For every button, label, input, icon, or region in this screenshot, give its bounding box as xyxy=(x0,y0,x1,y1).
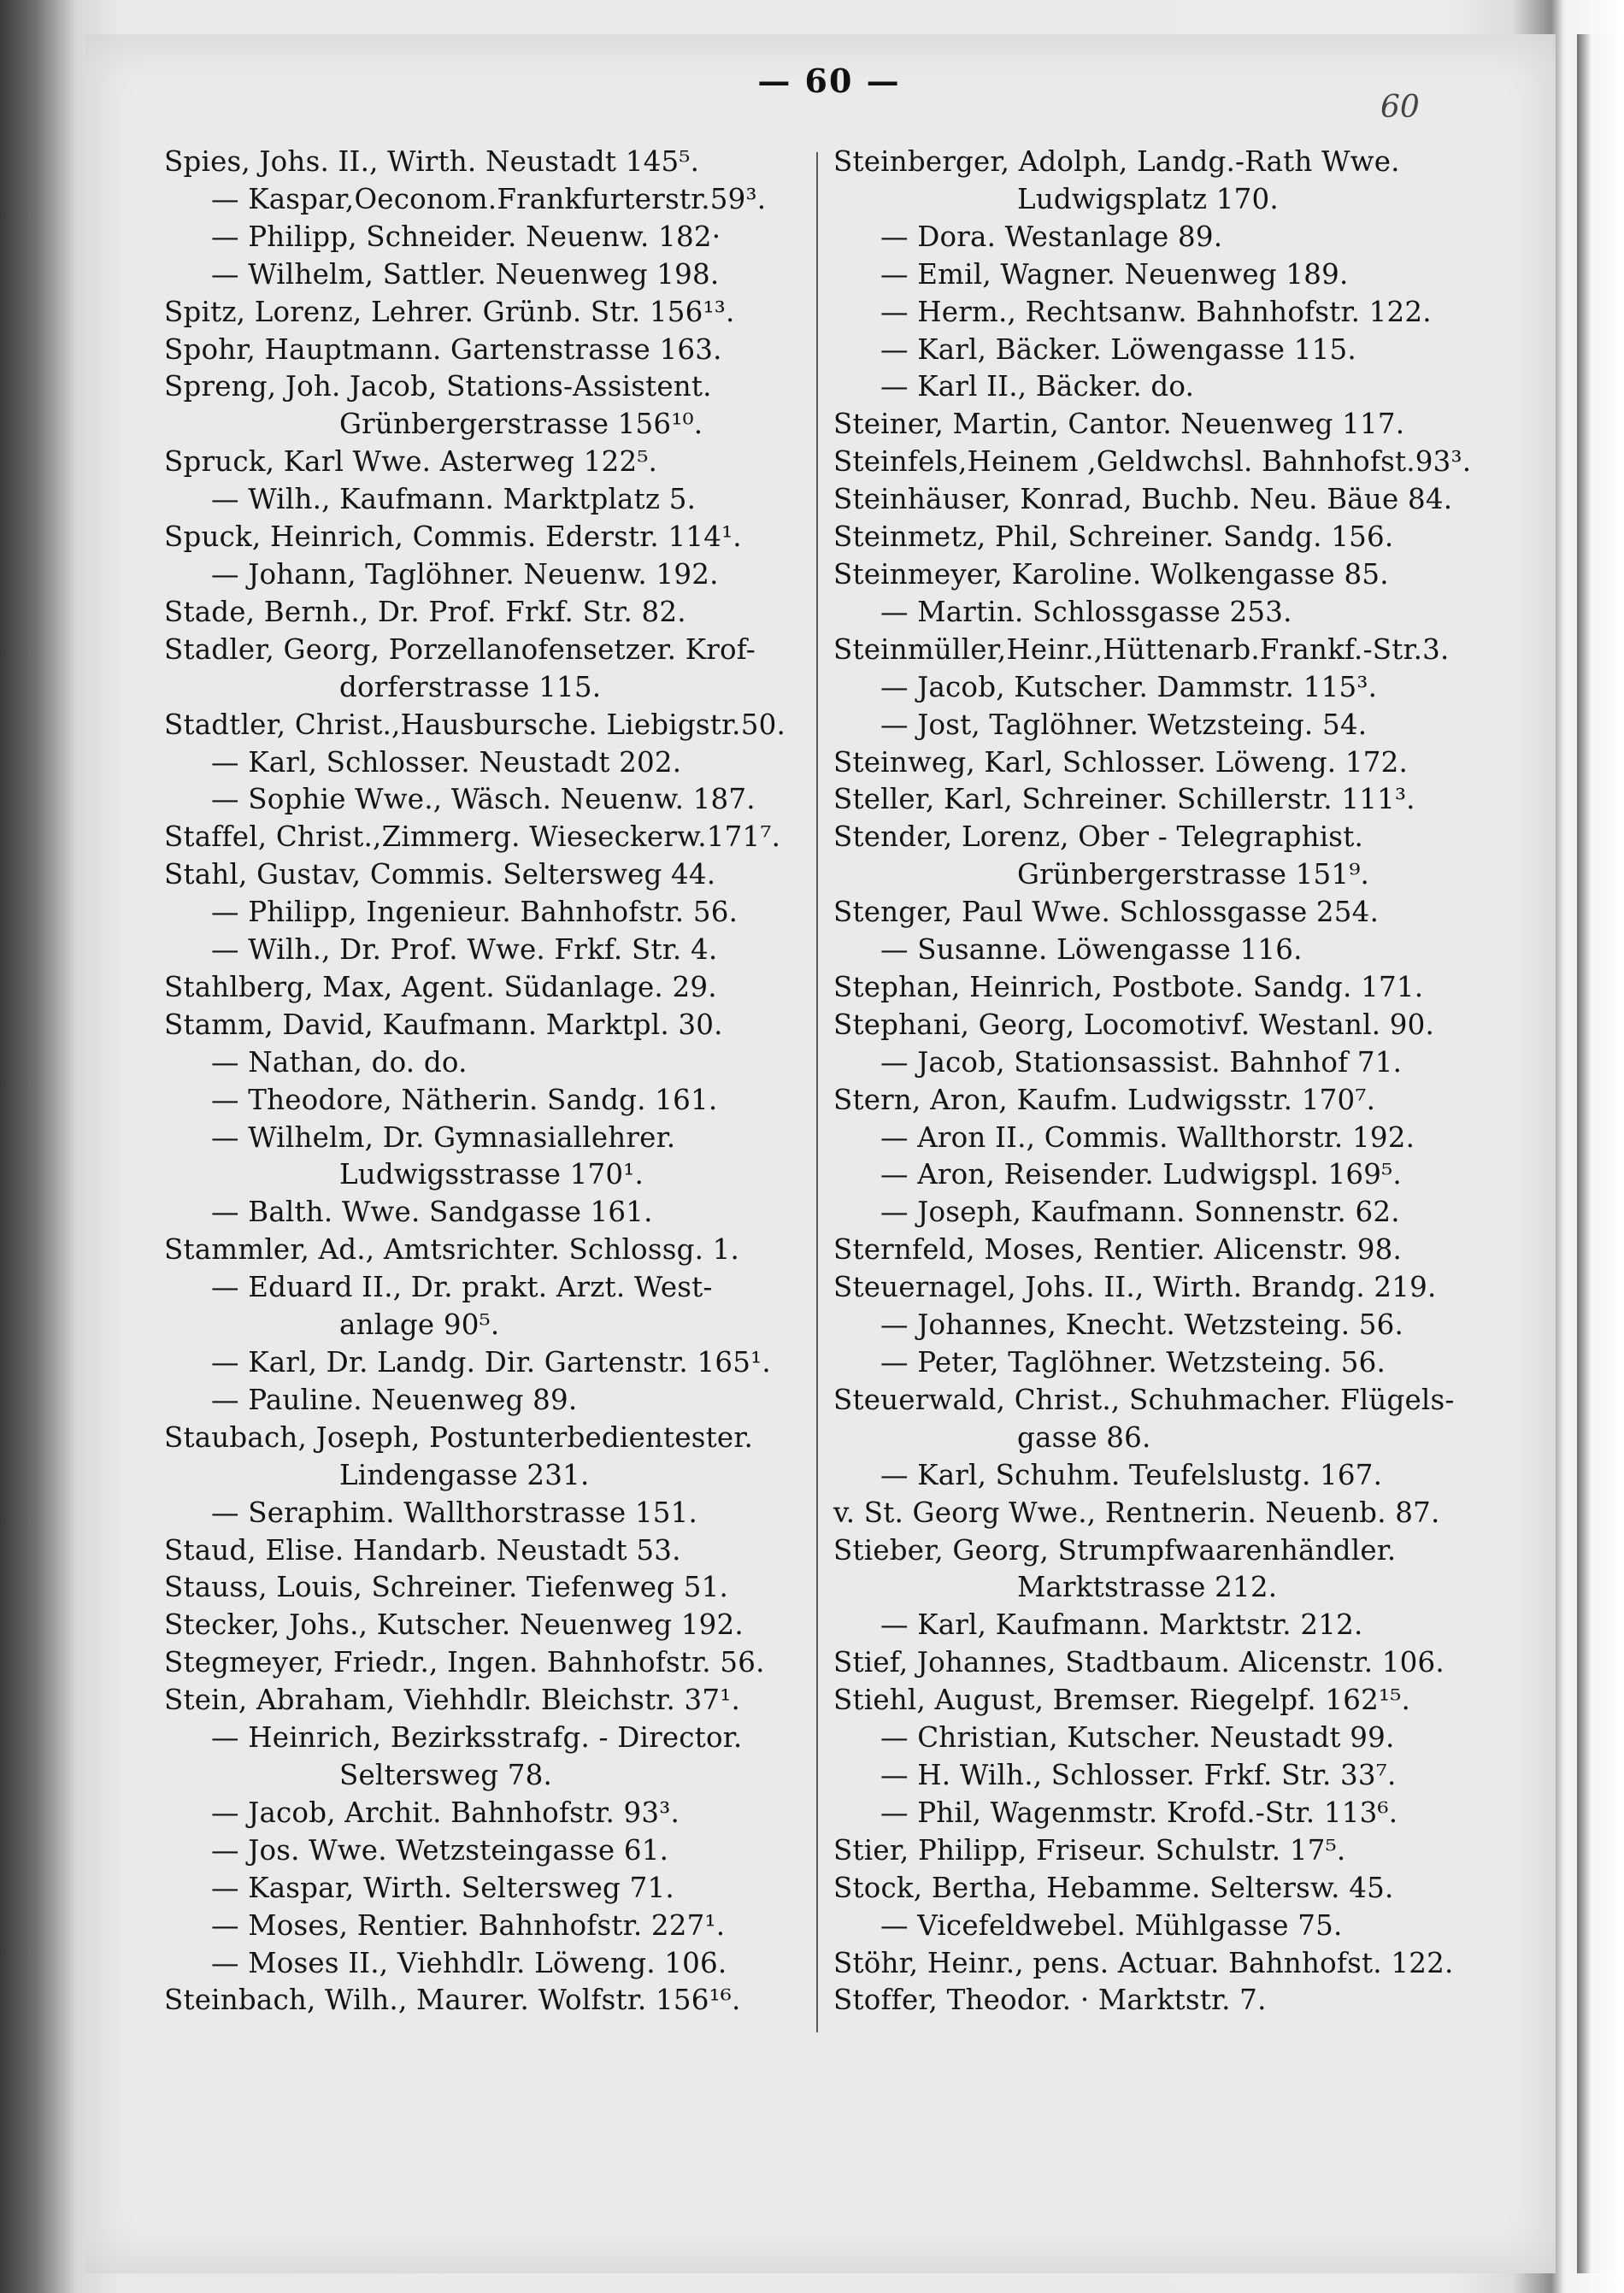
directory-line: Stadler, Georg, Porzellanofensetzer. Krof- xyxy=(164,632,756,666)
directory-line: — Martin. Schlossgasse 253. xyxy=(880,595,1292,628)
directory-line: Spreng, Joh. Jacob, Stations-Assistent. xyxy=(164,370,712,403)
directory-line: Staubach, Joseph, Postunterbedientester. xyxy=(164,1420,754,1454)
directory-line: — Kaspar, Wirth. Seltersweg 71. xyxy=(211,1871,674,1904)
directory-line: dorferstrasse 115. xyxy=(339,670,602,703)
directory-line: — Nathan, do. do. xyxy=(211,1045,468,1079)
directory-line: Stammler, Ad., Amtsrichter. Schlossg. 1. xyxy=(164,1233,740,1267)
directory-line: Ludwigsplatz 170. xyxy=(1017,182,1279,215)
directory-line: Steinweg, Karl, Schlosser. Löweng. 172. xyxy=(833,745,1408,779)
next-page-edge xyxy=(1577,34,1624,2273)
directory-line: Spruck, Karl Wwe. Asterweg 122⁵. xyxy=(164,445,658,479)
directory-line: anlage 90⁵. xyxy=(339,1308,500,1342)
directory-line: Stoffer, Theodor. · Marktstr. 7. xyxy=(833,1984,1267,2017)
directory-line: — Vicefeldwebel. Mühlgasse 75. xyxy=(880,1908,1343,1942)
directory-line: Spohr, Hauptmann. Gartenstrasse 163. xyxy=(164,332,722,366)
directory-line: — Joseph, Kaufmann. Sonnenstr. 62. xyxy=(880,1196,1400,1229)
directory-line: v. St. Georg Wwe., Rentnerin. Neuenb. 87. xyxy=(833,1496,1440,1529)
directory-line: — Karl II., Bäcker. do. xyxy=(880,370,1195,403)
directory-line: — Johann, Taglöhner. Neuenw. 192. xyxy=(211,557,719,591)
directory-line: — Karl, Schuhm. Teufelslustg. 167. xyxy=(880,1458,1383,1491)
directory-line: Stief, Johannes, Stadtbaum. Alicenstr. 106. xyxy=(833,1646,1445,1679)
directory-line: — Karl, Kaufmann. Marktstr. 212. xyxy=(880,1608,1363,1642)
directory-line: Grünbergerstrasse 151⁹. xyxy=(1017,858,1370,891)
directory-line: — Jacob, Archit. Bahnhofstr. 93³. xyxy=(211,1796,680,1829)
directory-line: — Moses II., Viehhdlr. Löweng. 106. xyxy=(211,1946,727,1979)
directory-line: Stiehl, August, Bremser. Riegelpf. 162¹⁵. xyxy=(833,1684,1410,1717)
directory-line: Stock, Bertha, Hebamme. Seltersw. 45. xyxy=(833,1871,1394,1904)
directory-line: — Pauline. Neuenweg 89. xyxy=(211,1383,578,1416)
directory-line: — Sophie Wwe., Wäsch. Neuenw. 187. xyxy=(211,783,756,816)
directory-line: Lindengasse 231. xyxy=(339,1458,590,1491)
directory-line: Sternfeld, Moses, Rentier. Alicenstr. 98. xyxy=(833,1233,1403,1267)
directory-line: — Emil, Wagner. Neuenweg 189. xyxy=(880,257,1349,291)
directory-line: — Susanne. Löwengasse 116. xyxy=(880,933,1303,967)
directory-line: Steinmeyer, Karoline. Wolkengasse 85. xyxy=(833,557,1389,591)
directory-line: — Karl, Schlosser. Neustadt 202. xyxy=(211,745,682,779)
directory-line: — Seraphim. Wallthorstrasse 151. xyxy=(211,1496,698,1529)
directory-line: Steuernagel, Johs. II., Wirth. Brandg. 219. xyxy=(833,1271,1437,1304)
directory-line: Stauss, Louis, Schreiner. Tiefenweg 51. xyxy=(164,1571,728,1604)
directory-line: — Wilhelm, Sattler. Neuenweg 198. xyxy=(211,257,720,291)
directory-line: — Moses, Rentier. Bahnhofstr. 227¹. xyxy=(211,1908,726,1942)
directory-line: Stender, Lorenz, Ober - Telegraphist. xyxy=(833,820,1363,854)
directory-line: — Wilhelm, Dr. Gymnasiallehrer. xyxy=(211,1120,676,1154)
directory-line: — Heinrich, Bezirksstrafg. - Director. xyxy=(211,1721,743,1755)
directory-line: — Peter, Taglöhner. Wetzsteing. 56. xyxy=(880,1346,1386,1379)
column-divider xyxy=(816,152,818,2032)
directory-line: — Kaspar,Oeconom.Frankfurterstr.59³. xyxy=(211,182,767,215)
directory-line: — Karl, Bäcker. Löwengasse 115. xyxy=(880,332,1356,366)
directory-line: Stephan, Heinrich, Postbote. Sandg. 171. xyxy=(833,970,1424,1003)
directory-line: Stade, Bernh., Dr. Prof. Frkf. Str. 82. xyxy=(164,595,686,628)
directory-line: Spitz, Lorenz, Lehrer. Grünb. Str. 156¹³. xyxy=(164,295,735,328)
directory-line: — H. Wilh., Schlosser. Frkf. Str. 33⁷. xyxy=(880,1758,1397,1791)
directory-line: Grünbergerstrasse 156¹⁰. xyxy=(339,408,703,441)
directory-line: Staud, Elise. Handarb. Neustadt 53. xyxy=(164,1533,681,1567)
directory-line: Stadtler, Christ.,Hausbursche. Liebigstr.50. xyxy=(164,708,786,741)
directory-line: Spies, Johs. II., Wirth. Neustadt 145⁵. xyxy=(164,145,700,178)
directory-line: — Jacob, Kutscher. Dammstr. 115³. xyxy=(880,670,1378,703)
directory-line: — Wilh., Kaufmann. Marktplatz 5. xyxy=(211,483,697,516)
directory-line: — Theodore, Nätherin. Sandg. 161. xyxy=(211,1083,718,1116)
directory-line: Seltersweg 78. xyxy=(339,1758,553,1791)
directory-line: Stephani, Georg, Locomotivf. Westanl. 90. xyxy=(833,1008,1435,1041)
page-number: — 60 — xyxy=(757,62,901,100)
directory-line: — Jos. Wwe. Wetzsteingasse 61. xyxy=(211,1833,669,1867)
directory-line: Staffel, Christ.,Zimmerg. Wieseckerw.171⁷. xyxy=(164,820,781,854)
directory-line: Spuck, Heinrich, Commis. Ederstr. 114¹. xyxy=(164,520,742,554)
directory-line: — Karl, Dr. Landg. Dir. Gartenstr. 165¹. xyxy=(211,1346,771,1379)
directory-line: Stamm, David, Kaufmann. Marktpl. 30. xyxy=(164,1008,723,1041)
directory-line: — Christian, Kutscher. Neustadt 99. xyxy=(880,1721,1395,1755)
directory-line: Stein, Abraham, Viehhdlr. Bleichstr. 37¹. xyxy=(164,1684,741,1717)
handwritten-page-note: 60 xyxy=(1380,90,1420,125)
directory-line: — Balth. Wwe. Sandgasse 161. xyxy=(211,1196,653,1229)
directory-line: Stahlberg, Max, Agent. Südanlage. 29. xyxy=(164,970,717,1003)
directory-line: Steinbach, Wilh., Maurer. Wolfstr. 156¹⁶. xyxy=(164,1984,741,2017)
directory-line: — Eduard II., Dr. prakt. Arzt. West- xyxy=(211,1271,713,1304)
directory-line: — Dora. Westanlage 89. xyxy=(880,220,1223,253)
directory-line: — Aron II., Commis. Wallthorstr. 192. xyxy=(880,1120,1415,1154)
directory-line: — Johannes, Knecht. Wetzsteing. 56. xyxy=(880,1308,1404,1342)
directory-line: Steinfels,Heinem ,Geldwchsl. Bahnhofst.93³. xyxy=(833,445,1472,479)
directory-line: — Herm., Rechtsanw. Bahnhofstr. 122. xyxy=(880,295,1432,328)
directory-line: Stahl, Gustav, Commis. Seltersweg 44. xyxy=(164,858,716,891)
directory-line: gasse 86. xyxy=(1017,1420,1151,1454)
directory-line: Stecker, Johs., Kutscher. Neuenweg 192. xyxy=(164,1608,744,1642)
right-column xyxy=(833,144,1479,2020)
directory-line: Steinmetz, Phil, Schreiner. Sandg. 156. xyxy=(833,520,1394,554)
directory-line: Stöhr, Heinr., pens. Actuar. Bahnhofst. 122. xyxy=(833,1946,1454,1979)
directory-line: Marktstrasse 212. xyxy=(1017,1571,1278,1604)
directory-line: Steinhäuser, Konrad, Buchb. Neu. Bäue 84. xyxy=(833,483,1453,516)
directory-line: Steinberger, Adolph, Landg.-Rath Wwe. xyxy=(833,145,1400,178)
directory-line: Steinmüller,Heinr.,Hüttenarb.Frankf.-Str.3. xyxy=(833,632,1450,666)
directory-line: — Jost, Taglöhner. Wetzsteing. 54. xyxy=(880,708,1368,741)
directory-line: Steiner, Martin, Cantor. Neuenweg 117. xyxy=(833,408,1405,441)
directory-line: — Phil, Wagenmstr. Krofd.-Str. 113⁶. xyxy=(880,1796,1398,1829)
directory-line: Steller, Karl, Schreiner. Schillerstr. 111³. xyxy=(833,783,1415,816)
directory-line: Stegmeyer, Friedr., Ingen. Bahnhofstr. 56. xyxy=(164,1646,765,1679)
directory-line: Steuerwald, Christ., Schuhmacher. Flügels- xyxy=(833,1383,1455,1416)
directory-line: Stern, Aron, Kaufm. Ludwigsstr. 170⁷. xyxy=(833,1083,1376,1116)
directory-line: — Aron, Reisender. Ludwigspl. 169⁵. xyxy=(880,1158,1402,1191)
directory-line: — Philipp, Ingenieur. Bahnhofstr. 56. xyxy=(211,896,738,929)
directory-line: Stier, Philipp, Friseur. Schulstr. 17⁵. xyxy=(833,1833,1346,1867)
directory-line: Ludwigsstrasse 170¹. xyxy=(339,1158,644,1191)
directory-line: Stenger, Paul Wwe. Schlossgasse 254. xyxy=(833,896,1380,929)
left-column xyxy=(164,144,797,2020)
directory-line: — Philipp, Schneider. Neuenw. 182· xyxy=(211,220,721,253)
directory-line: — Wilh., Dr. Prof. Wwe. Frkf. Str. 4. xyxy=(211,933,718,967)
directory-line: — Jacob, Stationsassist. Bahnhof 71. xyxy=(880,1045,1403,1079)
directory-line: Stieber, Georg, Strumpfwaarenhändler. xyxy=(833,1533,1397,1567)
